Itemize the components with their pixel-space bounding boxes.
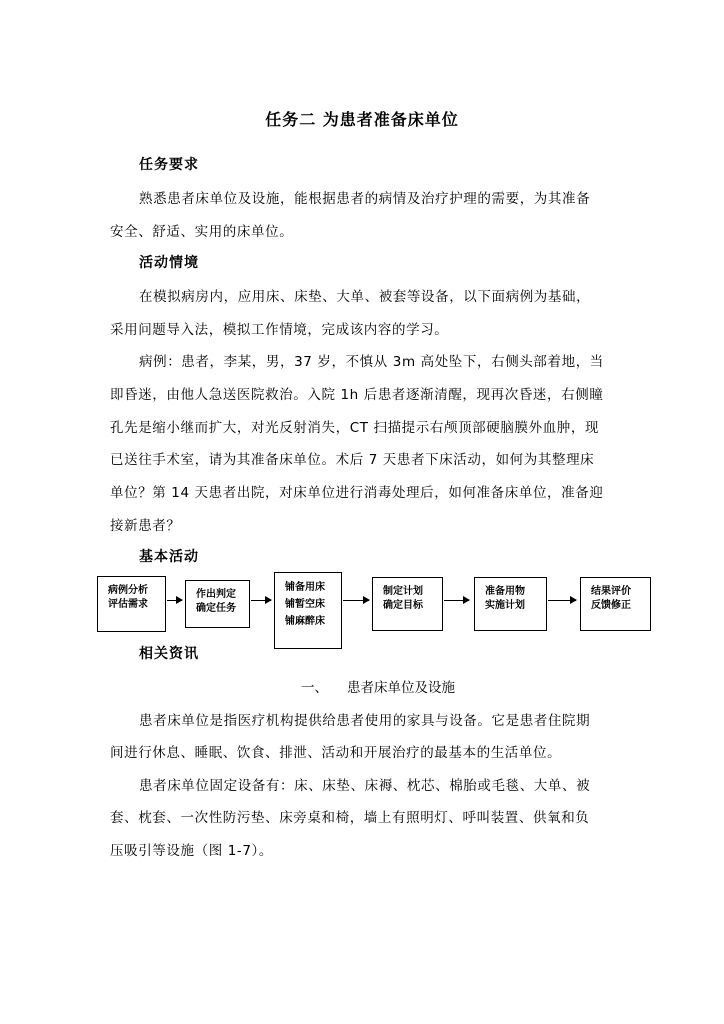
info-para2-line-2: 套、枕套、一次性防污垫、床旁桌和椅，墙上有照明灯、呼叫装置、供氧和负 <box>110 810 590 826</box>
flow-box-6-line-1: 结果评价 <box>591 586 631 597</box>
flow-box-3 <box>274 572 342 649</box>
case-line-1: 病例：患者，李某，男，37 岁，不慎从 3m 高处坠下，右侧头部着地，当 <box>139 354 604 370</box>
requirements-line-1: 熟悉患者床单位及设施，能根据患者的病情及治疗护理的需要，为其准备 <box>139 191 591 207</box>
page-title: 任务二 为患者准备床单位 <box>265 110 459 129</box>
flow-box-3-line-3: 铺麻醉床 <box>285 616 325 627</box>
flow-box-1 <box>97 576 166 632</box>
flow-box-1-line-2: 评估需求 <box>108 599 148 610</box>
flow-arrow-3 <box>343 600 369 601</box>
flow-box-5 <box>474 577 547 631</box>
info-para2-line-3: 压吸引等设施（图 1-7）。 <box>110 843 273 859</box>
scenario-line-2: 采用问题导入法，模拟工作情境，完成该内容的学习。 <box>110 322 449 338</box>
flow-box-3-line-2: 铺暂空床 <box>285 599 325 610</box>
flow-arrow-2 <box>251 600 271 601</box>
heading-scenario: 活动情境 <box>139 255 199 271</box>
flow-box-2 <box>185 580 250 628</box>
flow-box-2-line-1: 作出判定 <box>196 589 236 600</box>
info-para2-line-1: 患者床单位固定设备有：床、床垫、床褥、枕芯、棉胎或毛毯、大单、被 <box>139 778 591 794</box>
info-para1-line-2: 间进行休息、睡眠、饮食、排泄、活动和开展治疗的最基本的生活单位。 <box>110 745 562 761</box>
heading-info: 相关资讯 <box>139 646 199 662</box>
flow-box-5-line-2: 实施计划 <box>485 600 525 611</box>
flow-arrow-1 <box>167 600 182 601</box>
case-line-5: 单位？第 14 天患者出院，对床单位进行消毒处理后，如何准备床单位，准备迎 <box>110 485 604 501</box>
flow-box-1-line-1: 病例分析 <box>108 585 148 596</box>
scenario-line-1: 在模拟病房内，应用床、床垫、大单、被套等设备，以下面病例为基础， <box>139 289 591 305</box>
case-line-4: 已送往手术室，请为其准备床单位。术后 7 天患者下床活动，如何为其整理床 <box>110 452 595 468</box>
flow-box-4-line-2: 确定目标 <box>383 600 423 611</box>
subsection-number: 一、 <box>301 680 328 696</box>
info-para1-line-1: 患者床单位是指医疗机构提供给患者使用的家具与设备。它是患者住院期 <box>139 713 591 729</box>
subsection-title: 患者床单位及设施 <box>347 680 455 696</box>
flow-box-5-line-1: 准备用物 <box>485 586 525 597</box>
flow-box-6 <box>580 577 651 631</box>
case-line-6: 接新患者？ <box>110 518 181 534</box>
case-line-3: 孔先是缩小继而扩大，对光反射消失，CT 扫描提示右颅顶部硬脑膜外血肿，现 <box>110 420 600 436</box>
heading-requirements: 任务要求 <box>139 157 199 173</box>
flow-box-2-line-2: 确定任务 <box>196 603 236 614</box>
flow-box-6-line-2: 反馈修正 <box>591 600 631 611</box>
requirements-line-2: 安全、舒适、实用的床单位。 <box>110 224 294 240</box>
flow-arrow-5 <box>548 600 576 601</box>
flow-box-3-line-1: 铺备用床 <box>285 582 325 593</box>
flow-arrow-4 <box>444 600 469 601</box>
flow-box-4-line-1: 制定计划 <box>383 586 423 597</box>
heading-activities: 基本活动 <box>139 549 199 565</box>
case-line-2: 即昏迷，由他人急送医院救治。入院 1h 后患者逐渐清醒，现再次昏迷，右侧瞳 <box>110 387 604 403</box>
flow-box-4 <box>372 577 443 631</box>
